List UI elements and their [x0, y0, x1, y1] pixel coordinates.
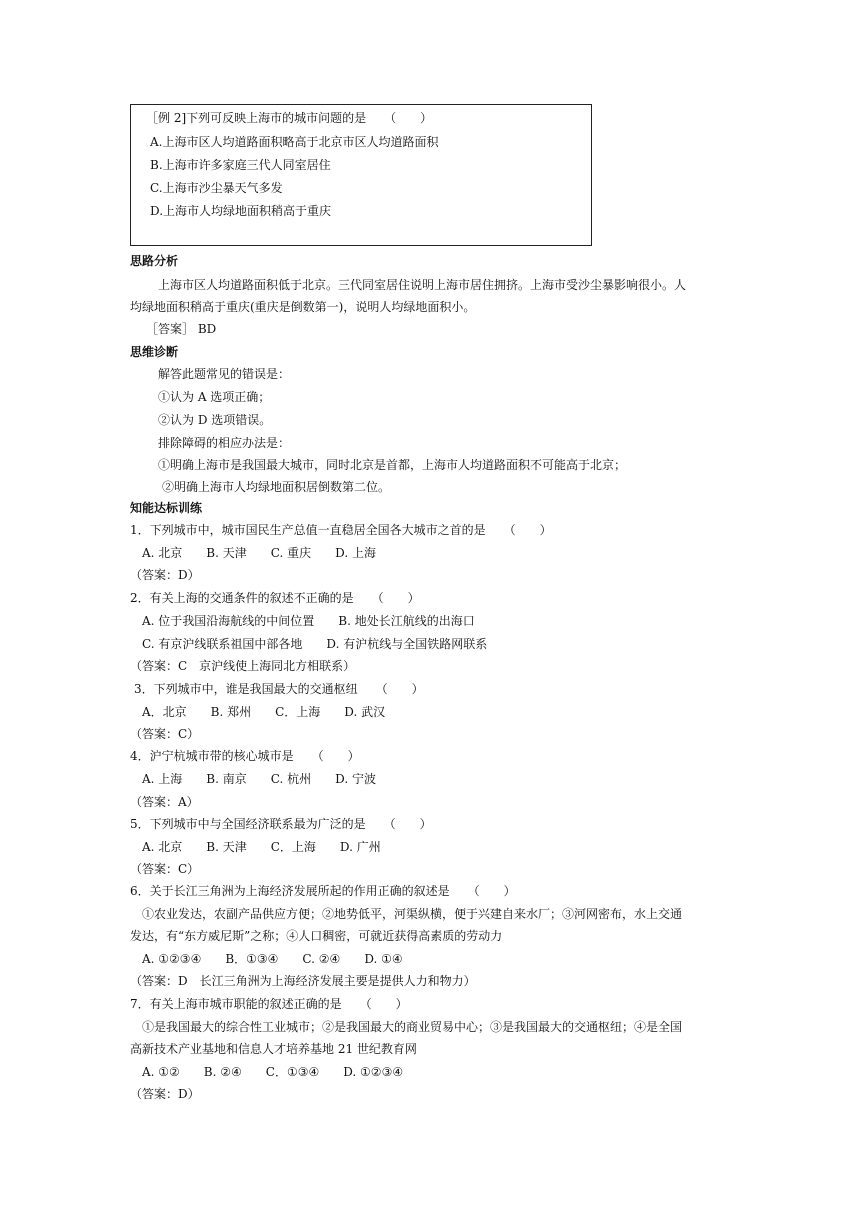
analysis-paragraph-line-1: 上海市区人均道路面积低于北京。三代同室居住说明上海市居住拥挤。上海市受沙尘暴影响很小。人: [158, 278, 687, 292]
q5-stem: 5．下列城市中与全国经济联系最为广泛的是 （ ）: [130, 817, 432, 831]
q4-stem: 4．沪宁杭城市带的核心城市是 （ ）: [130, 749, 360, 763]
diagnosis-line-1: 解答此题常见的错误是：: [158, 367, 291, 381]
example-option-c: C.上海市沙尘暴天气多发: [150, 181, 283, 195]
analysis-paragraph-line-2: 均绿地面积稍高于重庆(重庆是倒数第一)，说明人均绿地面积小。: [130, 300, 476, 314]
diagnosis-line-6: ②明确上海市人均绿地面积居倒数第二位。: [162, 480, 391, 494]
q3-answer: （答案：C）: [130, 727, 200, 741]
diagnosis-line-4: 排除障碍的相应办法是：: [158, 436, 291, 450]
q5-answer: （答案：C）: [130, 862, 200, 876]
q7-stem: 7．有关上海市城市职能的叙述正确的是 （ ）: [130, 997, 408, 1011]
example-question: ［例 2]下列可反映上海市的城市问题的是 （ ）: [146, 111, 433, 125]
analysis-answer: ［答案］ BD: [146, 322, 217, 336]
q2-answer: （答案：C 京沪线使上海同北方相联系）: [130, 659, 356, 673]
example-option-a: A.上海市区人均道路面积略高于北京市区人均道路面积: [150, 135, 439, 149]
q4-answer: （答案：A）: [130, 795, 199, 809]
q3-options: A．北京 B. 郑州 C．上海 D. 武汉: [142, 705, 386, 719]
example-option-b: B.上海市许多家庭三代人同室居住: [150, 158, 331, 172]
q7-statement-line-1: ①是我国最大的综合性工业城市；②是我国最大的商业贸易中心；③是我国最大的交通枢纽；④是全国: [142, 1020, 683, 1034]
diagnosis-line-2: ①认为 A 选项正确；: [158, 390, 271, 404]
q3-stem: 3．下列城市中，谁是我国最大的交通枢纽 （ ）: [134, 682, 424, 696]
q2-options-cd: C. 有京沪线联系祖国中部各地 D. 有沪杭线与全国铁路网联系: [142, 637, 488, 651]
q2-stem: 2．有关上海的交通条件的叙述不正确的是 （ ）: [130, 591, 420, 605]
q7-options: A. ①② B. ②④ C．①③④ D. ①②③④: [142, 1065, 404, 1079]
q6-statement-line-1: ①农业发达，农副产品供应方便；②地势低平，河渠纵横，便于兴建自来水厂；③河网密布，水上交通: [142, 907, 683, 921]
q7-answer: （答案：D）: [130, 1087, 200, 1101]
q1-stem: 1．下列城市中，城市国民生产总值一直稳居全国各大城市之首的是 （ ）: [130, 523, 552, 537]
diagnosis-line-5: ①明确上海市是我国最大城市，同时北京是首都，上海市人均道路面积不可能高于北京；: [158, 458, 627, 472]
diagnosis-line-3: ②认为 D 选项错误。: [158, 413, 272, 427]
q7-statement-line-2: 高新技术产业基地和信息人才培养基地 21 世纪教育网: [130, 1042, 417, 1056]
example-option-d: D.上海市人均绿地面积稍高于重庆: [150, 204, 332, 218]
q4-options: A. 上海 B. 南京 C. 杭州 D. 宁波: [142, 772, 376, 786]
q6-stem: 6．关于长江三角洲为上海经济发展所起的作用正确的叙述是 （ ）: [130, 884, 516, 898]
q1-answer: （答案：D）: [130, 568, 200, 582]
diagnosis-heading: 思维诊断: [130, 345, 179, 359]
q6-statement-line-2: 发达，有“东方威尼斯”之称；④人口稠密，可就近获得高素质的劳动力: [130, 929, 503, 943]
q1-options: A. 北京 B. 天津 C. 重庆 D. 上海: [142, 546, 376, 560]
q2-options-ab: A. 位于我国沿海航线的中间位置 B. 地处长江航线的出海口: [142, 614, 475, 628]
training-heading: 知能达标训练: [130, 501, 203, 515]
q6-answer: （答案：D 长江三角洲为上海经济发展主要是提供人力和物力）: [130, 974, 476, 988]
analysis-heading: 思路分析: [130, 254, 179, 268]
q6-options: A. ①②③④ B．①③④ C. ②④ D. ①④: [142, 952, 403, 966]
q5-options: A. 北京 B. 天津 C．上海 D. 广州: [142, 840, 381, 854]
